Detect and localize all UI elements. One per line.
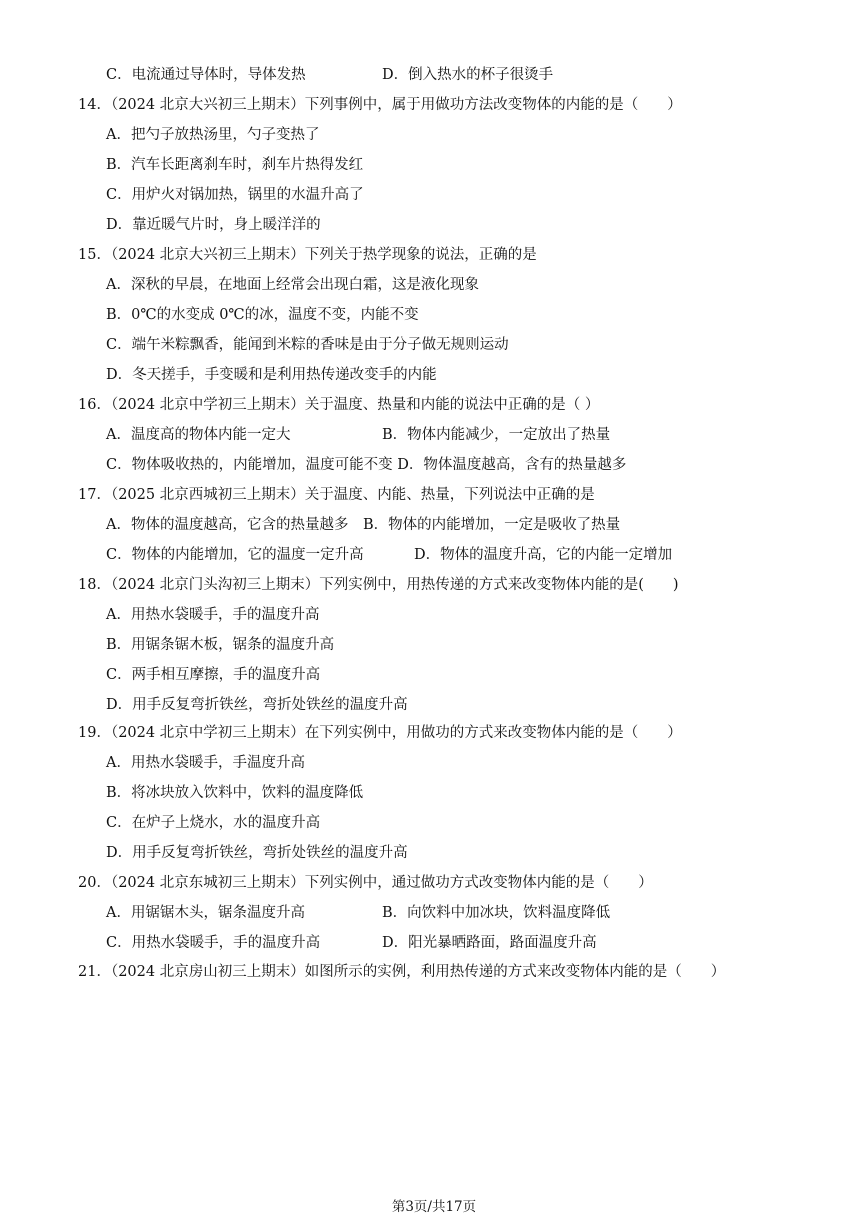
q15-option-a: A．深秋的早晨，在地面上经常会出现白霜，这是液化现象 xyxy=(106,277,479,293)
question-14: 14．（2024 北京大兴初三上期末）下列事例中，属于用做功方法改变物体的内能的是（ ） xyxy=(78,97,682,113)
q18-option-a: A．用热水袋暖手，手的温度升高 xyxy=(106,607,320,623)
q19-option-d: D．用手反复弯折铁丝，弯折处铁丝的温度升高 xyxy=(106,845,408,861)
q20-option-d: D．阳光暴晒路面，路面温度升高 xyxy=(382,935,597,951)
q20-option-c: C．用热水袋暖手，手的温度升高 xyxy=(106,935,321,951)
q20-option-a: A．用锯锯木头，锯条温度升高 xyxy=(106,905,305,921)
page-footer: 第3页/共17页 xyxy=(391,1199,477,1215)
question-17: 17．（2025 北京西城初三上期末）关于温度、内能、热量，下列说法中正确的是 xyxy=(78,487,595,503)
q18-option-c: C．两手相互摩擦，手的温度升高 xyxy=(106,667,321,683)
q18-option-d: D．用手反复弯折铁丝，弯折处铁丝的温度升高 xyxy=(106,697,408,713)
q17-option-c: C．物体的内能增加，它的温度一定升高 xyxy=(106,547,364,563)
q16-option-b: B．物体内能减少，一定放出了热量 xyxy=(382,427,611,443)
question-18: 18．（2024 北京门头沟初三上期末）下列实例中，用热传递的方式来改变物体内能的是( ) xyxy=(78,577,679,593)
q14-option-a: A．把勺子放热汤里，勺子变热了 xyxy=(106,127,320,143)
q16-option-cd: C．物体吸收热的，内能增加，温度可能不变 D．物体温度越高，含有的热量越多 xyxy=(106,457,627,473)
q15-option-d: D．冬天搓手，手变暖和是利用热传递改变手的内能 xyxy=(106,367,437,383)
q13-option-d: D．倒入热水的杯子很烫手 xyxy=(382,67,554,83)
q13-option-c: C．电流通过导体时，导体发热 xyxy=(106,67,306,83)
q14-option-b: B．汽车长距离刹车时，刹车片热得发红 xyxy=(106,157,364,173)
question-21: 21．（2024 北京房山初三上期末）如图所示的实例，利用热传递的方式来改变物体内能的是（ ） xyxy=(78,964,726,980)
q17-option-ab: A．物体的温度越高，它含的热量越多 B．物体的内能增加，一定是吸收了热量 xyxy=(106,517,621,533)
q16-option-a: A．温度高的物体内能一定大 xyxy=(106,427,291,443)
q19-option-a: A．用热水袋暖手，手温度升高 xyxy=(106,755,305,771)
q15-option-c: C．端午米粽飘香，能闻到米粽的香味是由于分子做无规则运动 xyxy=(106,337,509,353)
q20-option-b: B．向饮料中加冰块，饮料温度降低 xyxy=(382,905,611,921)
q17-option-d: D．物体的温度升高，它的内能一定增加 xyxy=(414,547,673,563)
question-15: 15．（2024 北京大兴初三上期末）下列关于热学现象的说法，正确的是 xyxy=(78,247,537,263)
q14-option-c: C．用炉火对锅加热，锅里的水温升高了 xyxy=(106,187,364,203)
q15-option-b: B．0℃的水变成 0℃的冰，温度不变，内能不变 xyxy=(106,307,419,323)
question-20: 20．（2024 北京东城初三上期末）下列实例中，通过做功方式改变物体内能的是（ ） xyxy=(78,875,653,891)
question-16: 16．（2024 北京中学初三上期末）关于温度、热量和内能的说法中正确的是（ ） xyxy=(78,397,600,413)
q14-option-d: D．靠近暖气片时，身上暖洋洋的 xyxy=(106,217,321,233)
q19-option-c: C．在炉子上烧水，水的温度升高 xyxy=(106,815,321,831)
q19-option-b: B．将冰块放入饮料中，饮料的温度降低 xyxy=(106,785,364,801)
question-19: 19．（2024 北京中学初三上期末）在下列实例中，用做功的方式来改变物体内能的是（ ） xyxy=(78,725,682,741)
q18-option-b: B．用锯条锯木板，锯条的温度升高 xyxy=(106,637,335,653)
